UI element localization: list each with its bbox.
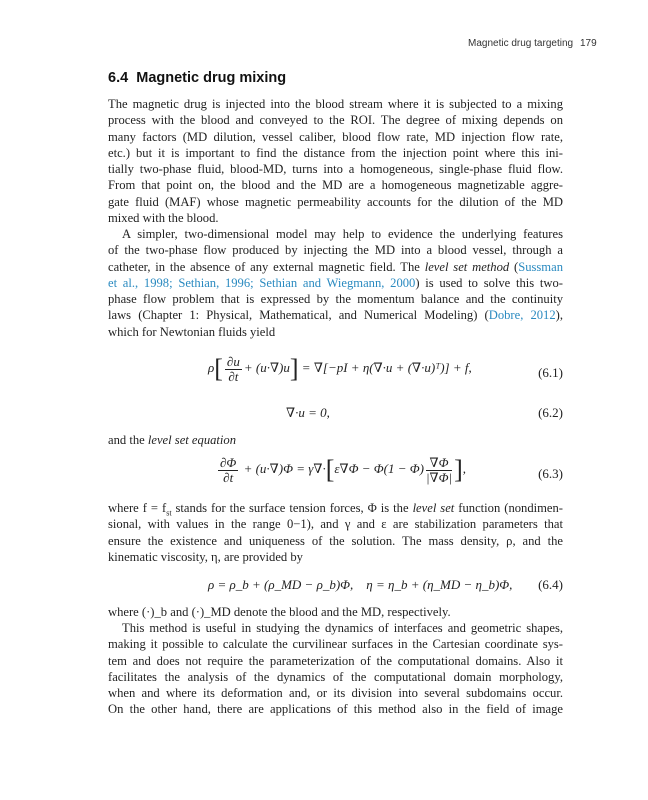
text-line: when and where its deformation and, or its division into several subdomains occur. <box>108 686 563 700</box>
fraction: $\frac{\partial u}{\partial t}$ <box>226 353 240 384</box>
eq-text: ∇·u = 0, <box>286 405 330 420</box>
text-line: The magnetic drug is injected into the blood stream where it is subjected to a mixing <box>108 97 563 111</box>
citation-link-dobre[interactable]: Dobre, 2012 <box>488 308 556 323</box>
text-line: etc.) but it is important to find the distance from the injection point where this ini- <box>108 145 563 160</box>
paragraph-4 <box>108 604 563 620</box>
equation-number: (6.4) <box>538 577 563 592</box>
eq-text: ρ = ρ_b + (ρ_MD − ρ_b)Φ, η = η_b + (η_MD − η_b)Φ, <box>208 577 513 592</box>
text-line: many factors (MD dilution, vessel caliber, blood flow rate, MD injection flow rate, <box>108 129 563 144</box>
text-line: where (·)_b and (·)_MD denote the blood and the MD, respectively. <box>108 605 451 619</box>
equation-number: (6.1) <box>538 365 563 380</box>
eq-inner: ε∇Φ − Φ(1 − Φ) <box>334 460 424 476</box>
term-level-set: level set <box>412 501 455 515</box>
term-level-set-method: level set method <box>424 259 510 274</box>
text-line: mixed with the blood. <box>108 210 219 225</box>
paragraph-2 <box>108 226 563 340</box>
text-line: ensure the existence and uniqueness of the solution. The mass density, ρ, and the <box>108 533 563 548</box>
subscript: st <box>166 508 172 518</box>
text: ) is used to solve this two- <box>415 275 563 290</box>
text-line: tem and does not require the parameterization of the computational domains. Also it <box>108 653 563 668</box>
running-title: Magnetic drug targeting <box>468 38 574 49</box>
page-number: 179 <box>580 38 597 49</box>
text-line: A simpler, two-dimensional model may help to evidence the underlying features <box>122 227 563 241</box>
eq-lhs: + (u·∇)u <box>243 359 290 375</box>
section-title: Magnetic drug mixing <box>136 70 287 86</box>
text: laws (Chapter 1: Physical, Mathematical, and Numerical Modeling) ( <box>108 308 489 323</box>
text-line <box>108 259 563 275</box>
text: catheter, in the absence of any external magnetic field. The <box>108 259 425 274</box>
text-line: phase flow problem that is expressed by the momentum balance and the continuity <box>108 292 563 306</box>
text: where f = f <box>108 501 167 515</box>
text-line: making it possible to calculate the curvilinear surfaces in the Cartesian coordinate sys- <box>108 637 563 652</box>
text-line: From that point on, the blood and the MD are a homogeneous magnetizable aggre- <box>108 178 563 193</box>
text-line: of the two-phase flow produced by injecting the MD into a blood vessel, through a <box>108 243 563 258</box>
eq-mid: + (u·∇)Φ = γ∇· <box>243 460 326 476</box>
text-line: sional, with values in the range 0−1), and γ and ε are stabilization parameters that <box>108 517 563 532</box>
equation-number: (6.2) <box>538 405 563 420</box>
level-set-intro <box>108 432 563 448</box>
citation-link-sethian[interactable]: et al., 1998; Sethian, 1996; Sethian and Wiegmann, 2000 <box>108 275 416 290</box>
section-number: 6.4 <box>108 70 129 86</box>
eq-rho: ρ <box>208 359 215 375</box>
text-line: kinematic viscosity, η, are provided by <box>108 549 303 564</box>
text-line: tially two-phase fluid, blood-MD, turns into a homogeneous, single-phase fluid flow. <box>108 162 563 176</box>
term-level-set-equation: level set equation <box>147 433 237 447</box>
equation-number: (6.3) <box>538 466 563 481</box>
text-line: process with the blood and conveyed to the ROI. The degree of mixing depends on <box>108 113 563 128</box>
text: ( <box>509 259 519 274</box>
text-line: On the other hand, there are applications of this method also in the field of image <box>108 702 563 717</box>
text: ), <box>555 308 563 323</box>
section-heading <box>108 70 286 86</box>
fraction: $\frac{\partial\Phi}{\partial t}$ <box>220 454 237 485</box>
text-line: This method is useful in studying the dynamics of interfaces and geometric shapes, <box>122 621 563 635</box>
text-line: facilitates the analysis of the dynamics of the computational domain morphology, <box>108 669 563 684</box>
text-line <box>108 307 563 323</box>
paragraph-5 <box>108 620 563 718</box>
text-line: which for Newtonian fluids yield <box>108 324 276 339</box>
paragraph-3 <box>108 500 563 565</box>
eq-rhs: = ∇[−pI + η(∇·u + (∇·u)ᵀ)] + f, <box>301 359 472 375</box>
text: function (nondimen- <box>454 501 564 515</box>
text-line <box>108 275 563 291</box>
citation-link-sussman[interactable]: Sussman <box>518 259 563 274</box>
text-line: gate fluid (MAF) whose magnetic permeability accounts for the dilution of the MD <box>108 194 563 209</box>
fraction: $\frac{\nabla\Phi}{|\nabla\Phi|}$ <box>425 454 453 485</box>
text: stands for the surface tension forces, Φ is the <box>171 501 413 515</box>
text-line <box>108 500 563 516</box>
equation-6-3: $\frac{\partial\Phi}{\partial t}$ + (u·∇)Φ = γ∇·[ε∇Φ − Φ(1 − Φ) $\frac{\nabla\Phi}{|\nabla\Phi|}$ ], (6.3) <box>220 454 563 485</box>
equation-6-1: ρ[ $\frac{\partial u}{\partial t}$ + (u·∇)u] = ∇[−pI + η(∇·u + (∇·u)ᵀ)] + f, (6.1) <box>208 353 563 384</box>
paragraph-1 <box>108 96 563 226</box>
text: and the <box>108 433 148 447</box>
